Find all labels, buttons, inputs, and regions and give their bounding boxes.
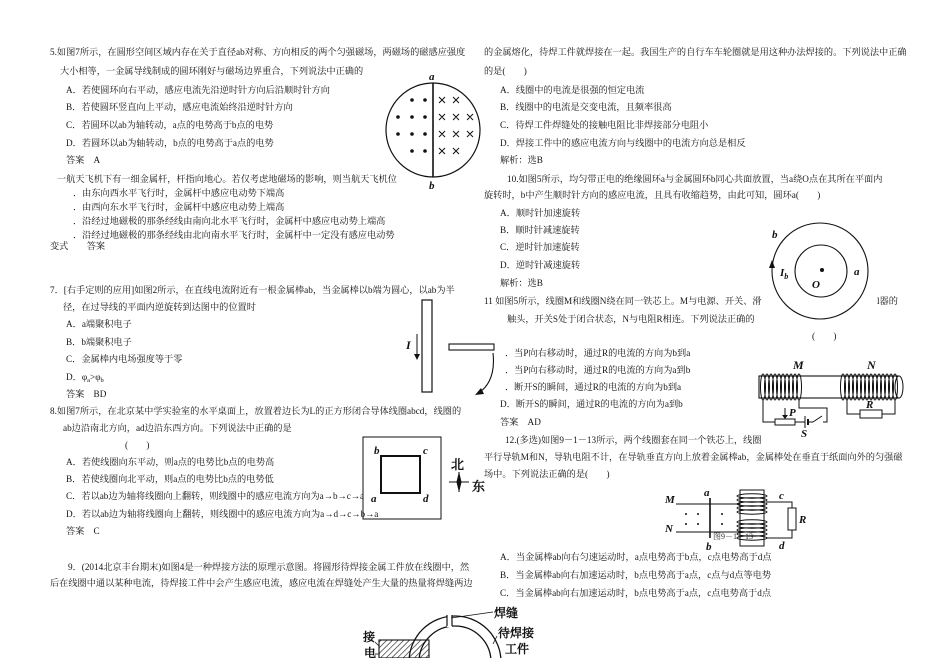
q8-option-b: B．若使线圈向北平动，则a点的电势比b点的电势低: [66, 474, 274, 484]
label-s: S: [801, 428, 808, 440]
q5-option-d: D．若圆环以ab为轴转动，b点的电势高于a点的电势: [66, 138, 274, 148]
label-d: d: [423, 493, 429, 505]
q9-option-a: A．线圈中的电流是很强的恒定电流: [500, 85, 645, 95]
label-r: R: [799, 514, 807, 526]
workpiece-inner: [419, 626, 491, 658]
label-p: P: [789, 407, 796, 419]
q7-option-c: C．金属棒内电场强度等于零: [66, 354, 183, 364]
q11-answer-paren: ( ): [812, 331, 837, 341]
q12-rails-figure: [660, 486, 810, 554]
q7-option-d-mid: >φ: [90, 372, 101, 382]
label-r: R: [866, 399, 874, 411]
label-n: N: [867, 358, 876, 372]
label-a: a: [429, 71, 435, 83]
q9-analysis: 解析：选B: [500, 155, 543, 165]
q11-answer: 答案 AD: [500, 417, 541, 427]
rotation-arrow-icon: [475, 353, 493, 395]
q11-option: ．断开S的瞬间，通过R的电流的方向为b到a: [505, 382, 682, 392]
q5-option-b: B．若使圆环竖直向上平动，感应电流始终沿逆时针方向: [66, 102, 293, 112]
q9-continuation-line: 的是( ): [484, 66, 527, 76]
label-m: M: [793, 358, 804, 372]
label-d: d: [779, 540, 785, 552]
q10-option-b: B．顺时针减速旋转: [500, 225, 580, 235]
q7-option-d-sub: a: [87, 377, 91, 384]
q9-continuation-line: 的金属熔化，待焊工件就焊接在一起。我国生产的自行车车轮圈就是用这种办法焊接的。下列说法中正确: [484, 47, 907, 57]
label-b: b: [374, 445, 380, 457]
center-point: [820, 268, 824, 272]
field-out-dots: [396, 98, 427, 153]
q11-stem-line: 触头，开关S处于闭合状态，N与电阻R相连。下列说法正确的: [507, 314, 755, 324]
compass-east-label: 东: [472, 479, 486, 494]
q5-option-a: A．若使圆环向右平动，感应电流先沿逆时针方向后沿顺时针方向: [66, 85, 330, 95]
q10-stem-line: 旋转时，b中产生顺时针方向的感应电流，且具有收缩趋势，由此可知，圆环a( ): [484, 190, 821, 200]
label-a: a: [371, 493, 377, 505]
q11-coils-figure: [755, 358, 905, 442]
current-subscript: b: [784, 272, 789, 281]
q9-option-d: D．焊接工件中的感应电流方向与线圈中的电流方向总是相反: [500, 138, 746, 148]
power-label: 接: [363, 630, 376, 644]
q12-figure-caption: 图9－1－13: [713, 532, 753, 541]
q12-stem-line: 平行导轨M和N，导轨电阻不计，在导轨垂直方向上放着金属棒ab，金属棒处在垂直于纸面向外的匀强磁: [484, 452, 903, 462]
q8-option-c: C．若以ab边为轴将线圈向上翻转，则线圈中的感应电流方向为a→b→c→a: [66, 491, 365, 501]
q7-stem-line: 径，在过导线的平面内逆旋转到达图中的位置时: [63, 302, 256, 312]
current-arrow-icon: [414, 334, 420, 360]
q9-stem-line: 9．(2014北京丰台期末)如图4是一种焊接方法的原理示意图。将圆形待焊接金属工件放在线圈中，然: [68, 562, 470, 572]
slider-arrow-icon: [782, 408, 788, 419]
q8-answer: 答案 C: [66, 526, 100, 536]
q10-option-d: D．逆时针减速旋转: [500, 260, 581, 270]
square-coil: [381, 456, 420, 493]
q11-stem-fragment: l器的: [877, 296, 898, 306]
q7-option-b: B．b端聚积电子: [66, 337, 132, 347]
q10-option-c: C．逆时针加速旋转: [500, 242, 580, 252]
q10-option-a: A．顺时针加速旋转: [500, 208, 581, 218]
q8-answer-paren: ( ): [125, 440, 150, 450]
q5-stem-line: 大小相等，一金属导线制成的圆环刚好与磁场边界重合，下列说法中正确的: [60, 66, 364, 76]
q11-stem-line: 11 如图5所示，线圈M和线圈N绕在同一铁芯上。M与电源、开关、滑: [484, 296, 762, 306]
q12-stem-line: 场中。下列说法正确的是( ): [484, 469, 610, 479]
workpiece-label: 工件: [505, 642, 530, 656]
q12-option-a: A．当金属棒ab向右匀速运动时，a点电势高于b点，c点电势高于d点: [500, 552, 772, 562]
metal-rod: [449, 344, 494, 350]
q5-magnetic-field-figure: [383, 68, 485, 192]
compass-icon: [449, 472, 469, 492]
q11-option-d: D．断开S的瞬间，通过R的电流的方向为a到b: [500, 399, 683, 409]
q5-stem-line: 5.如图7所示，在圆形空间区域内存在关于直径ab对称、方向相反的两个匀强磁场，两磁场的磁感应强度: [50, 47, 466, 57]
q6-footer: 变式 答案: [50, 241, 106, 251]
q10-rings-figure: [766, 220, 872, 324]
q7-answer: 答案 BD: [66, 389, 107, 399]
current-symbol: I: [780, 267, 785, 279]
q9-option-c: C．待焊工件焊缝处的接触电阻比非焊接部分电阻小: [500, 120, 709, 130]
q7-stem-line: 7．[右手定则的应用]如图2所示，在直线电流附近有一根金属棒ab，当金属棒以b端为圆心，以ab为半: [50, 285, 455, 295]
q5-option-c: C．若圆环以ab为轴转动，a点的电势高于b点的电势: [66, 120, 274, 130]
label-a: a: [854, 266, 860, 278]
q6-option: ．沿经过地磁极的那条经线由北向南水平飞行时，金属杆中一定没有感应电动势: [73, 230, 395, 240]
iron-core-end: [895, 376, 903, 398]
q9-option-b: B．线圈中的电流是交变电流，且频率很高: [500, 102, 672, 112]
q6-option: ．由西向东水平飞行时，金属杆中感应电动势上端高: [73, 202, 285, 212]
coil-n: [841, 374, 898, 400]
weld-seam-label: 焊缝: [494, 606, 519, 620]
q8-stem-line: ab边沿南北方向，ad边沿东西方向。下列说法中正确的是: [63, 423, 292, 433]
label-b: b: [772, 229, 778, 241]
q12-stem-line: 12.(多选)如图9－1－13所示，两个线圈套在同一个铁芯上，线圈: [505, 435, 762, 445]
q7-option-d: [66, 371, 104, 387]
q6-option: ．由东向西水平飞行时，金属杆中感应电动势下端高: [73, 188, 285, 198]
label-m: M: [665, 494, 675, 506]
label-c: c: [779, 490, 784, 502]
q5-answer: 答案 A: [66, 155, 101, 165]
q7-option-d-prefix: D．φ: [66, 372, 88, 382]
field-in-crosses: [439, 97, 473, 154]
label-n: N: [665, 523, 673, 535]
power-label: 电: [364, 646, 377, 658]
q11-option: ．当P向右移动时，通过R的电流的方向为a到b: [505, 365, 691, 375]
q8-option-a: A．若使线圈向东平动，则a点的电势比b点的电势高: [66, 457, 275, 467]
q7-option-d-sub: b: [100, 377, 104, 384]
straight-wire: [422, 300, 432, 392]
induction-coil: [379, 640, 429, 658]
q12-option-c: C．当金属棒ab向右加速运动时，b点电势高于a点，c点电势高于d点: [500, 588, 772, 598]
q6-option: ．沿经过地磁极的那条经线由南向北水平飞行时，金属杆中感应电动势上端高: [73, 216, 386, 226]
output-circuit: [766, 502, 796, 538]
q8-coil-figure: [358, 432, 498, 524]
label-c: c: [423, 445, 428, 457]
label-b: b: [706, 541, 712, 553]
label-a: a: [704, 487, 710, 499]
q10-analysis: 解析：选B: [500, 278, 543, 288]
current-label: I: [406, 338, 411, 352]
label-o: O: [812, 279, 820, 291]
q8-option-d: D．若以ab边为轴将线圈向上翻转，则线圈中的感应电流方向为a→d→c→b→a: [66, 509, 379, 519]
field-out-dots: [685, 513, 723, 525]
compass-north-label: 北: [451, 457, 465, 472]
q6-stem: 一航天飞机下有一细金属杆，杆指向地心。若仅考虑地磁场的影响，则当航天飞机位: [57, 174, 397, 184]
q12-option-b: B．当金属棒ab向右加速运动时，b点电势高于a点，c点与d点等电势: [500, 570, 772, 580]
weld-seam: [447, 614, 452, 627]
label-b: b: [429, 180, 435, 192]
q7-option-a: A．a端聚积电子: [66, 319, 132, 329]
q8-stem-line: 8.如图7所示，在北京某中学实验室的水平桌面上，放置着边长为L的正方形闭合导体线圈abcd，线圈的: [50, 406, 462, 416]
q9-stem-line: 后在线圈中通以某种电流，待焊接工件中会产生感应电流，感应电流在焊缝处产生大量的热量将焊缝两边: [50, 578, 473, 588]
q11-option: ．当P向右移动时，通过R的电流的方向为b到a: [505, 348, 691, 358]
q10-stem-line: 10.如图5所示，均匀带正电的绝缘圆环a与金属圆环b同心共面放置，当a绕O点在其所在平面内: [507, 174, 883, 184]
q7-wire-rod-figure: [400, 296, 500, 400]
workpiece-label: 待焊接: [498, 626, 535, 640]
